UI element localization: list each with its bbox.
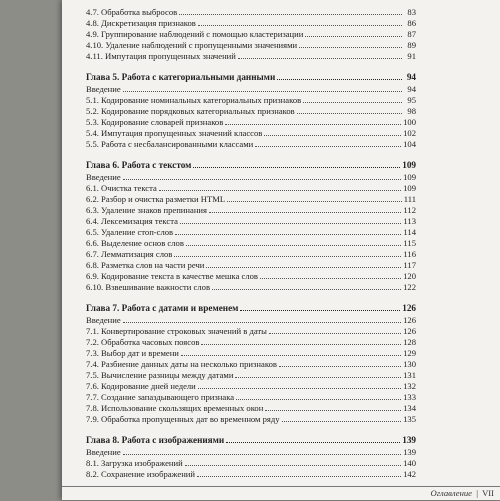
- dot-leader: [197, 476, 401, 477]
- toc-page-number: 135: [403, 414, 416, 424]
- dot-leader: [123, 454, 401, 455]
- dot-leader: [159, 190, 401, 191]
- dot-leader: [255, 146, 401, 147]
- toc-entry: [86, 216, 416, 227]
- toc-page-number: 109: [402, 160, 416, 170]
- toc-entry-title: 6.5. Удаление стоп-слов: [86, 227, 174, 237]
- toc-entry: [86, 458, 416, 469]
- toc-entry-title: 8.1. Загрузка изображений: [86, 458, 183, 468]
- toc-page-number: 134: [403, 403, 416, 413]
- toc-entry-title: Глава 6. Работа с текстом: [86, 160, 192, 170]
- toc-page-number: 122: [403, 282, 416, 292]
- toc-entry: [86, 139, 416, 150]
- dot-leader: [123, 322, 401, 323]
- toc-page-number: 129: [403, 348, 416, 358]
- dot-leader: [236, 399, 401, 400]
- toc-page-number: 94: [407, 84, 416, 94]
- dot-leader: [206, 267, 401, 268]
- dot-leader: [212, 289, 401, 290]
- dot-leader: [235, 377, 401, 378]
- toc-entry-title: Глава 8. Работа с изображениями: [86, 435, 225, 445]
- toc-page-number: 114: [403, 227, 416, 237]
- dot-leader: [260, 278, 401, 279]
- toc-entry-title: 8.2. Сохранение изображений: [86, 469, 195, 479]
- dot-leader: [299, 47, 402, 48]
- toc-chapter-heading: [86, 302, 416, 315]
- dot-leader: [279, 366, 401, 367]
- toc-entry: [86, 172, 416, 183]
- toc-entry: [86, 84, 416, 95]
- dot-leader: [174, 256, 401, 257]
- toc-entry: [86, 337, 416, 348]
- dot-leader: [198, 388, 401, 389]
- toc-entry-title: 4.11. Импутация пропущенных значений: [86, 51, 236, 61]
- toc-entry-title: 4.10. Удаление наблюдений с пропущенными значениями: [86, 40, 298, 50]
- toc-entry: [86, 249, 416, 260]
- toc-entry: [86, 271, 416, 282]
- toc-entry: [86, 106, 416, 117]
- toc-chapter-heading: [86, 71, 416, 84]
- toc-entry: [86, 403, 416, 414]
- toc-entry-title: Введение: [86, 447, 121, 457]
- toc-page-number: 104: [403, 139, 416, 149]
- toc-entry-title: 6.3. Удаление знаков препинания: [86, 205, 207, 215]
- toc-page-number: 131: [403, 370, 416, 380]
- toc-entry-title: 7.1. Конвертирование строковых значений в даты: [86, 326, 267, 336]
- toc-page-number: 83: [407, 7, 416, 17]
- dot-leader: [225, 124, 401, 125]
- toc-entry: [86, 348, 416, 359]
- toc-entry: [86, 205, 416, 216]
- toc-entry-title: 6.10. Взвешивание важности слов: [86, 282, 211, 292]
- toc-entry: [86, 117, 416, 128]
- dot-leader: [264, 135, 401, 136]
- toc-page-number: 117: [403, 260, 416, 270]
- toc-entry-title: Введение: [86, 315, 121, 325]
- dot-leader: [175, 234, 401, 235]
- toc-entry-title: 7.3. Выбор дат и времени: [86, 348, 179, 358]
- toc-page-number: 95: [407, 95, 416, 105]
- dot-leader: [227, 201, 402, 202]
- toc-page-number: 139: [403, 447, 416, 457]
- dot-leader: [198, 25, 402, 26]
- running-header-label: Оглавление: [430, 488, 472, 498]
- toc-entry-title: 5.1. Кодирование номинальных категориальных признаков: [86, 95, 302, 105]
- toc-page-number: 111: [403, 194, 416, 204]
- toc-entry: [86, 40, 416, 51]
- dot-leader: [240, 310, 400, 311]
- dot-leader: [193, 167, 400, 168]
- toc-entry: [86, 326, 416, 337]
- toc-entry-title: Введение: [86, 172, 121, 182]
- toc-page-number: 98: [407, 106, 416, 116]
- toc-page-number: 126: [403, 315, 416, 325]
- toc-entry: [86, 359, 416, 370]
- toc-page-number: 112: [403, 205, 416, 215]
- toc-page-number: 115: [403, 238, 416, 248]
- toc-page-number: 87: [407, 29, 416, 39]
- toc-entry-title: 7.5. Вычисление разницы между датами: [86, 370, 234, 380]
- toc-chapter-heading: [86, 159, 416, 172]
- toc-entry: [86, 128, 416, 139]
- dot-leader: [282, 421, 402, 422]
- toc-entry: [86, 381, 416, 392]
- footer-separator: |: [476, 488, 478, 498]
- toc-page-number: 91: [407, 51, 416, 61]
- toc-entry-title: 7.9. Обработка пропущенных дат во временном ряду: [86, 414, 280, 424]
- toc-page-number: 132: [403, 381, 416, 391]
- toc-page-number: 102: [403, 128, 416, 138]
- dot-leader: [123, 179, 401, 180]
- dot-leader: [186, 245, 402, 246]
- page-number: VII: [482, 488, 494, 498]
- dot-leader: [180, 223, 402, 224]
- table-of-contents: [86, 7, 416, 480]
- toc-entry-title: Глава 5. Работа с категориальными данными: [86, 72, 276, 82]
- toc-entry-title: 6.7. Лемматизация слов: [86, 249, 173, 259]
- dot-leader: [269, 333, 401, 334]
- toc-page-number: 86: [407, 18, 416, 28]
- page-footer: [62, 486, 500, 501]
- toc-entry: [86, 392, 416, 403]
- dot-leader: [201, 344, 401, 345]
- toc-entry: [86, 469, 416, 480]
- toc-page-number: 133: [403, 392, 416, 402]
- toc-entry-title: 5.5. Работа с несбалансированными классами: [86, 139, 254, 149]
- dot-leader: [265, 410, 401, 411]
- toc-entry-title: 7.2. Обработка часовых поясов: [86, 337, 200, 347]
- toc-entry-title: 4.9. Группирование наблюдений с помощью кластеризации: [86, 29, 304, 39]
- toc-entry-title: 5.2. Кодирование порядковых категориальных признаков: [86, 106, 295, 116]
- toc-page-number: 139: [402, 435, 416, 445]
- toc-page-number: 100: [403, 117, 416, 127]
- toc-entry: [86, 29, 416, 40]
- toc-page-number: 140: [403, 458, 416, 468]
- toc-entry: [86, 238, 416, 249]
- toc-entry-title: 7.8. Использование скользящих временных окон: [86, 403, 264, 413]
- toc-page-number: 130: [403, 359, 416, 369]
- dot-leader: [179, 14, 402, 15]
- toc-entry-title: 6.1. Очистка текста: [86, 183, 157, 193]
- toc-entry: [86, 260, 416, 271]
- toc-entry-title: 6.4. Лексемизация текста: [86, 216, 178, 226]
- toc-entry: [86, 95, 416, 106]
- toc-page-number: 89: [407, 40, 416, 50]
- dot-leader: [185, 465, 401, 466]
- toc-page-number: 128: [403, 337, 416, 347]
- toc-entry-title: 6.6. Выделение основ слов: [86, 238, 184, 248]
- toc-entry-title: 4.8. Дискретизация признаков: [86, 18, 196, 28]
- toc-entry: [86, 282, 416, 293]
- toc-entry-title: Введение: [86, 84, 121, 94]
- dot-leader: [181, 355, 401, 356]
- toc-entry: [86, 370, 416, 381]
- toc-entry-title: 7.6. Кодирование дней недели: [86, 381, 196, 391]
- toc-entry: [86, 51, 416, 62]
- toc-page-number: 126: [402, 303, 416, 313]
- toc-page-number: 109: [403, 183, 416, 193]
- dot-leader: [226, 442, 400, 443]
- dot-leader: [297, 113, 402, 114]
- dot-leader: [123, 91, 402, 92]
- toc-entry: [86, 315, 416, 326]
- dot-leader: [209, 212, 401, 213]
- toc-entry-title: 7.4. Разбиение данных даты на несколько признаков: [86, 359, 277, 369]
- dot-leader: [277, 79, 402, 80]
- toc-entry: [86, 414, 416, 425]
- toc-entry: [86, 447, 416, 458]
- toc-entry-title: 7.7. Создание запаздывающего признака: [86, 392, 235, 402]
- toc-entry-title: 5.4. Импутация пропущенных значений классов: [86, 128, 263, 138]
- toc-entry-title: 6.9. Кодирование текста в качестве мешка слов: [86, 271, 258, 281]
- toc-entry-title: 5.3. Кодирование словарей признаков: [86, 117, 224, 127]
- toc-entry: [86, 183, 416, 194]
- toc-page-number: 142: [403, 469, 416, 479]
- toc-page-number: 113: [403, 216, 416, 226]
- dot-leader: [238, 58, 402, 59]
- toc-entry-title: 6.2. Разбор и очистка разметки HTML: [86, 194, 226, 204]
- toc-entry: [86, 7, 416, 18]
- toc-entry-title: Глава 7. Работа с датами и временем: [86, 303, 239, 313]
- toc-page-number: 116: [403, 249, 416, 259]
- toc-entry: [86, 194, 416, 205]
- toc-page-number: 126: [403, 326, 416, 336]
- toc-entry: [86, 227, 416, 238]
- dot-leader: [303, 102, 402, 103]
- toc-entry: [86, 18, 416, 29]
- toc-entry-title: 4.7. Обработка выбросов: [86, 7, 178, 17]
- dot-leader: [305, 36, 402, 37]
- toc-entry-title: 6.8. Разметка слов на части речи: [86, 260, 205, 270]
- toc-page-number: 120: [403, 271, 416, 281]
- toc-page-number: 94: [406, 72, 416, 82]
- toc-chapter-heading: [86, 434, 416, 447]
- toc-page-number: 109: [403, 172, 416, 182]
